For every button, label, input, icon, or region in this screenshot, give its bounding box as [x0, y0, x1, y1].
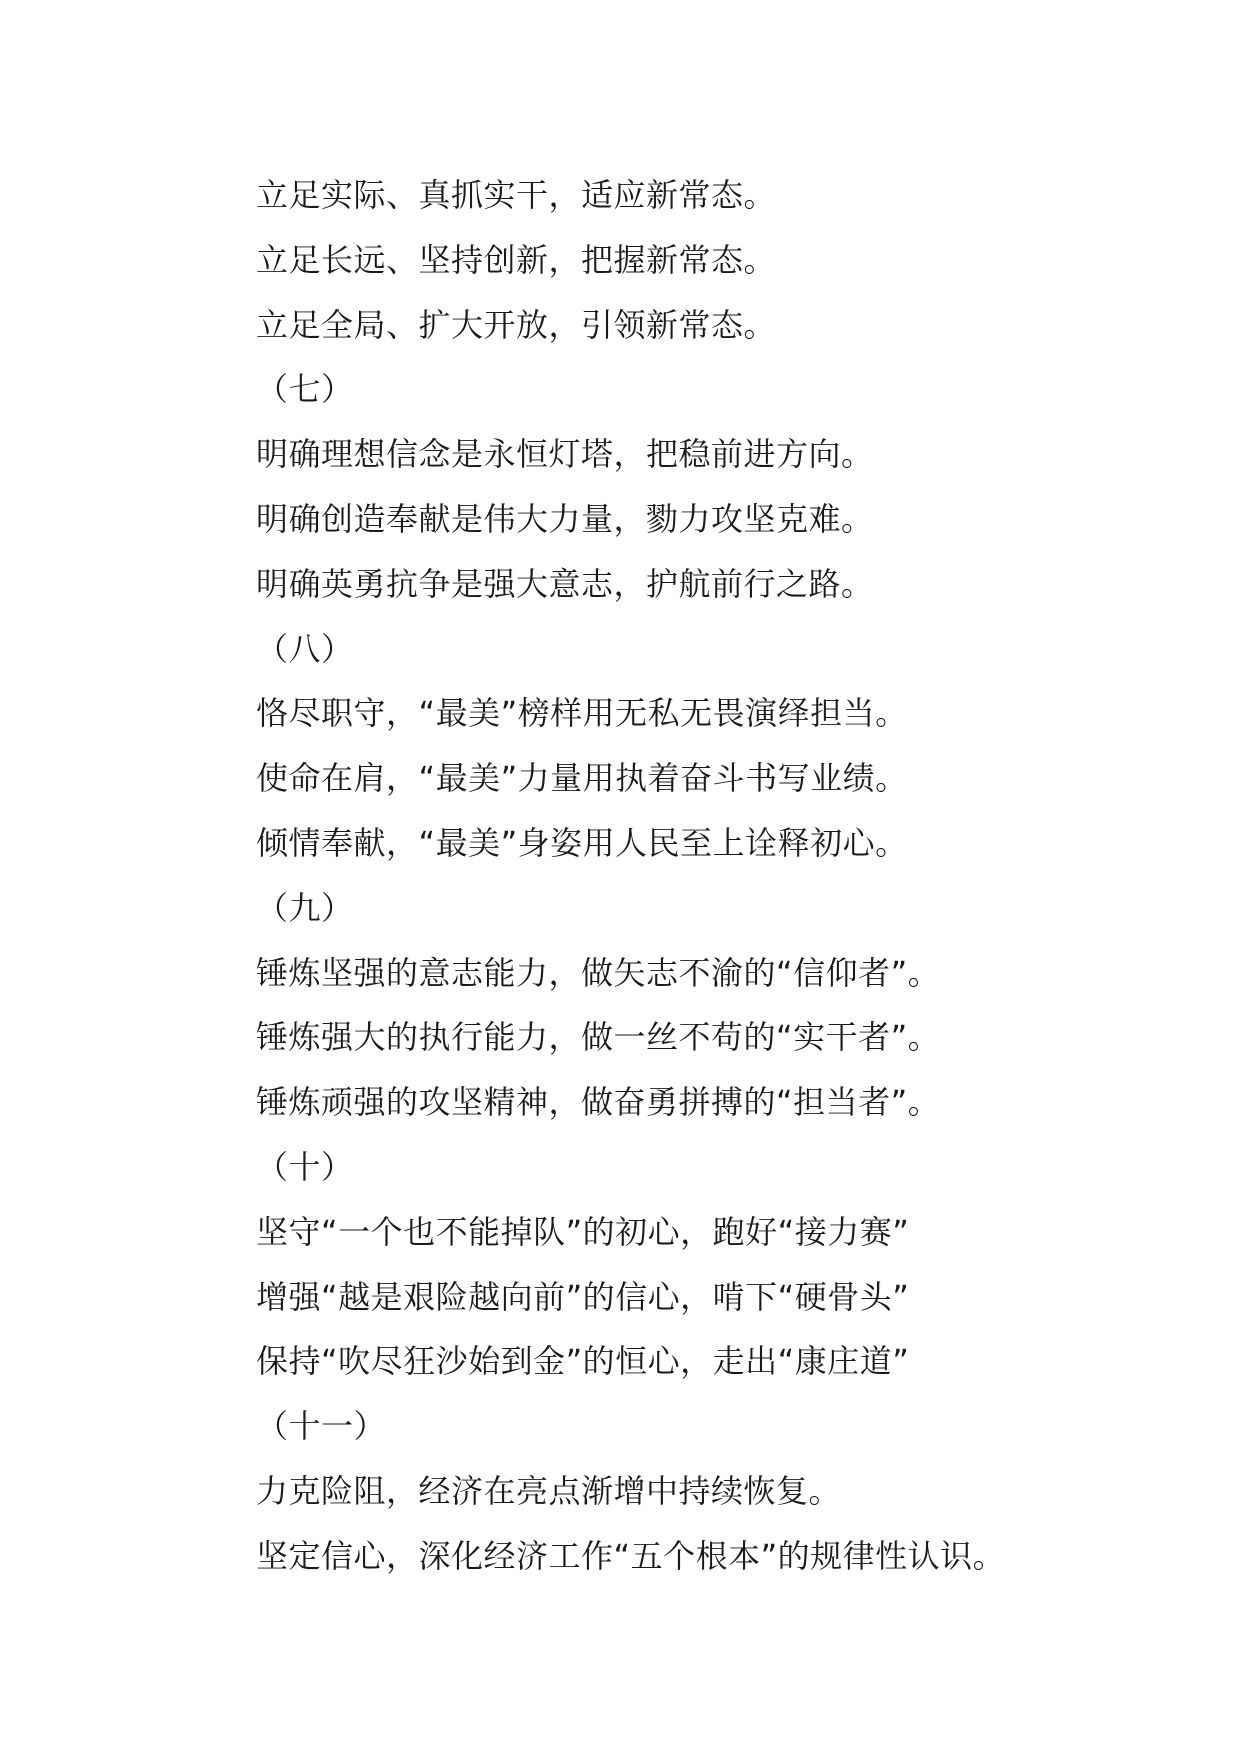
section-heading: （十） [256, 1147, 354, 1186]
text-line: 锤炼坚强的意志能力，做矢志不渝的“信仰者”。 [256, 953, 941, 992]
text-line: 明确理想信念是永恒灯塔，把稳前进方向。 [256, 435, 874, 474]
section-heading: （九） [256, 888, 354, 927]
section-heading: （十一） [256, 1407, 387, 1446]
text-line: 增强“越是艰险越向前”的信心，啃下“硬骨头” [256, 1277, 910, 1316]
text-line: 使命在肩，“最美”力量用执着奋斗书写业绩。 [256, 759, 908, 798]
text-line: 力克险阻，经济在亮点渐增中持续恢复。 [256, 1471, 842, 1510]
text-line: 立足实际、真抓实干，适应新常态。 [256, 176, 777, 214]
section-heading: （七） [256, 370, 354, 409]
text-line: 明确英勇抗争是强大意志，护航前行之路。 [256, 564, 874, 603]
text-line: 立足长远、坚持创新，把握新常态。 [256, 240, 777, 279]
text-line: 保持“吹尽狂沙始到金”的恒心，走出“康庄道” [256, 1342, 910, 1381]
document-body [256, 163, 1156, 1589]
text-line: 立足全局、扩大开放，引领新常态。 [256, 305, 777, 344]
text-line: 锤炼强大的执行能力，做一丝不苟的“实干者”。 [256, 1018, 941, 1057]
text-line: 坚守“一个也不能掉队”的初心，跑好“接力赛” [256, 1212, 910, 1251]
text-line: 明确创造奉献是伟大力量，勠力攻坚克难。 [256, 499, 874, 538]
section-heading: （八） [256, 629, 354, 668]
text-line: 锤炼顽强的攻坚精神，做奋勇拼搏的“担当者”。 [256, 1083, 941, 1122]
text-line: 倾情奉献，“最美”身姿用人民至上诠释初心。 [256, 823, 908, 862]
text-line: 坚定信心，深化经济工作“五个根本”的规律性认识。 [256, 1536, 1006, 1575]
text-line: 恪尽职守，“最美”榜样用无私无畏演绎担当。 [256, 694, 908, 733]
